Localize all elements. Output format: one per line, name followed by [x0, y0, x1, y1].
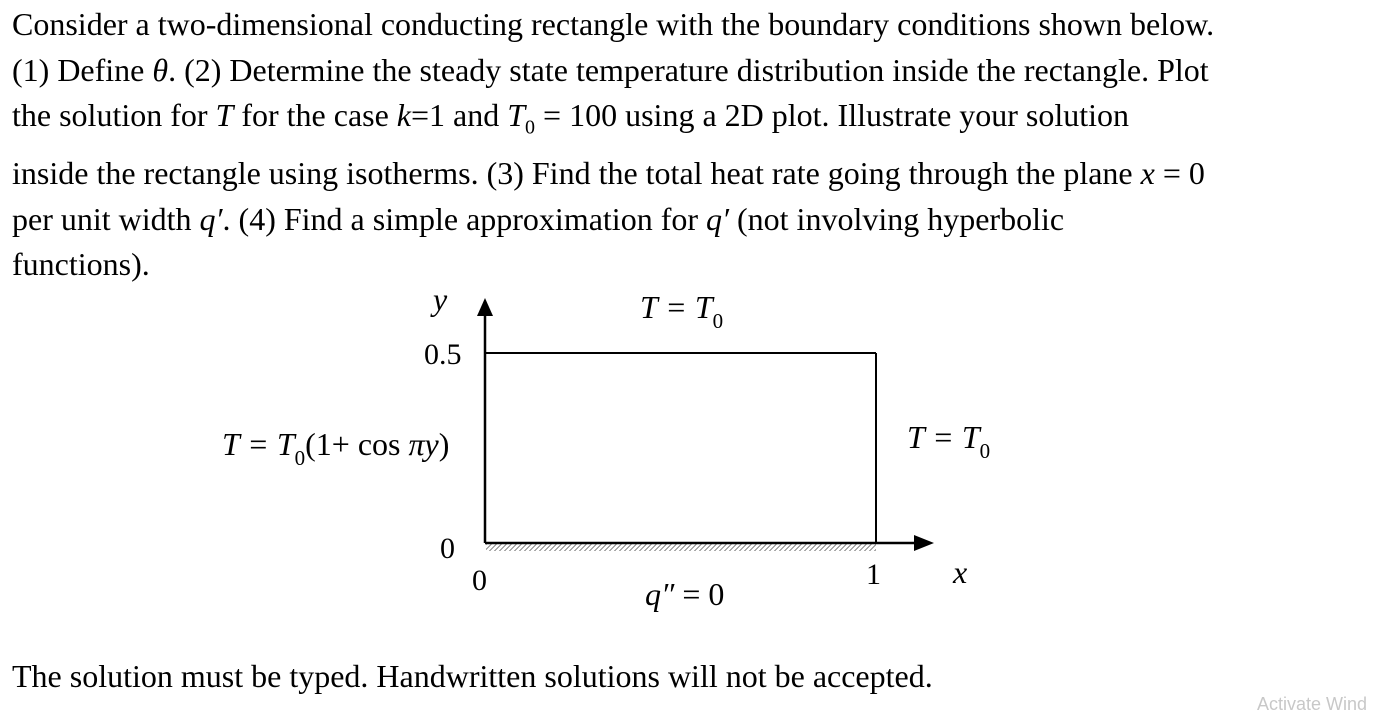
- y-axis-label: y: [433, 281, 448, 317]
- y-axis-arrow-icon: [477, 298, 493, 316]
- problem-line-2: (1) Define θ. (2) Determine the steady state temperature distribution inside the rectangle. Plot: [12, 51, 1209, 88]
- problem-line-4: inside the rectangle using isotherms. (3) Find the total heat rate going through the plane x = 0: [12, 155, 1205, 192]
- problem-line-6: functions).: [12, 246, 150, 283]
- y-tick-top: 0.5: [424, 338, 462, 371]
- footer-note: The solution must be typed. Handwritten solutions will not be accepted.: [12, 658, 933, 694]
- right-boundary-condition: $T = T_0$: [907, 419, 991, 463]
- problem-line-5: per unit width q′. (4) Find a simple approximation for q′ (not involving hyperbolic: [12, 200, 1065, 237]
- left-boundary-condition: $T = T_0(1+ \cos \pi y)$: [222, 426, 450, 470]
- x-tick-right: 1: [866, 558, 881, 591]
- problem-line-3: the solution for T for the case k=1 and $T_0 = 100$ using a 2D plot. Illustrate your solution: [12, 97, 1130, 139]
- x-axis-label: x: [953, 554, 968, 590]
- watermark: Activate Wind: [1256, 694, 1367, 714]
- problem-line-1: Consider a two-dimensional conducting rectangle with the boundary conditions shown below.: [12, 6, 1215, 42]
- top-boundary-condition: $T = T_0$: [640, 289, 724, 333]
- x-axis-arrow-icon: [914, 535, 934, 551]
- theta-symbol: θ: [152, 51, 169, 88]
- x-tick-left: 0: [472, 564, 487, 597]
- y-tick-bottom: 0: [440, 532, 455, 565]
- bottom-boundary-condition: q″ = 0: [645, 576, 725, 612]
